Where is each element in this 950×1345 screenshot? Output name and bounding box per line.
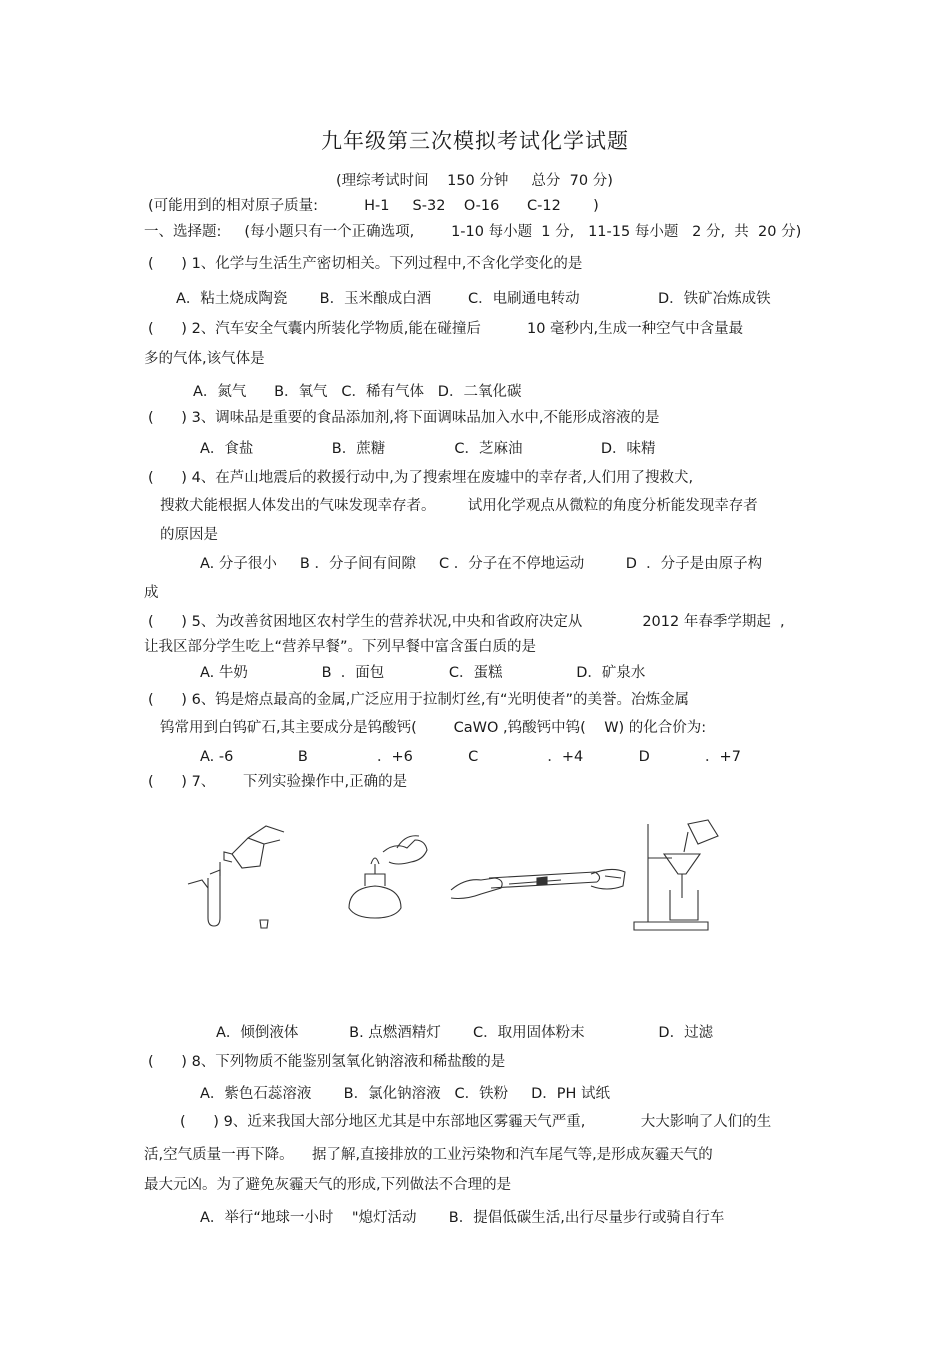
q7-stem: ( ) 7、 下列实验操作中,正确的是 <box>148 774 408 790</box>
q4-stem-line2: 搜救犬能根据人体发出的气味发现幸存者。 试用化学观点从微粒的角度分析能发现幸存者 <box>160 498 758 514</box>
figure-solid-powder <box>445 850 630 920</box>
q8-stem: ( ) 8、下列物质不能鉴别氢氧化钠溶液和稀盐酸的是 <box>148 1054 506 1070</box>
exam-info: (理综考试时间 150 分钟 总分 70 分) <box>336 173 613 189</box>
figure-alcohol-lamp <box>335 822 445 932</box>
q1-stem: ( ) 1、化学与生活生产密切相关。下列过程中,不含化学变化的是 <box>148 256 583 272</box>
figure-filtration <box>628 818 733 933</box>
q6-stem-line2: 钨常用到白钨矿石,其主要成分是钨酸钙( CaWO ,钨酸钙中钨( W) 的化合价为: <box>160 720 707 736</box>
q4-stem-line3: 的原因是 <box>160 527 218 543</box>
q2-stem-line2: 多的气体,该气体是 <box>144 351 265 367</box>
q9-options: A．举行“地球一小时 "熄灯活动 B．提倡低碳生活,出行尽量步行或骑自行车 <box>200 1210 725 1226</box>
q5-stem-line1: ( ) 5、为改善贫困地区农村学生的营养状况,中央和省政府决定从 2012 年春季学期起 , <box>148 614 785 630</box>
q6-options: A. -6 B ．+6 C ．+4 D ．+7 <box>200 749 741 765</box>
q9-stem-line2: 活,空气质量一再下降。 据了解,直接排放的工业污染物和汽车尾气等,是形成灰霾天气的 <box>144 1147 713 1163</box>
section-header: 一、选择题: (每小题只有一个正确选项, 1-10 每小题 1 分, 11-15 每小题 2 分, 共 20 分) <box>144 224 802 240</box>
q1-options: A．粘土烧成陶瓷 B．玉米酿成白酒 C．电刷通电转动 D．铁矿冶炼成铁 <box>176 291 771 307</box>
q6-stem-line1: ( ) 6、钨是熔点最高的金属,广泛应用于拉制灯丝,有“光明使者”的美誉。冶炼金属 <box>148 692 690 708</box>
q7-options: A．倾倒液体 B. 点燃酒精灯 C．取用固体粉末 D．过滤 <box>216 1025 714 1041</box>
page-title: 九年级第三次模拟考试化学试题 <box>321 129 629 153</box>
q4-options: A. 分子很小 B ．分子间有间隙 C ．分子在不停地运动 D ．分子是由原子构 <box>200 556 763 572</box>
q4-options-wrap: 成 <box>144 585 159 601</box>
q3-options: A．食盐 B．蔗糖 C．芝麻油 D．味精 <box>200 441 656 457</box>
q4-stem-line1: ( ) 4、在芦山地震后的救援行动中,为了搜索埋在废墟中的幸存者,人们用了搜救犬, <box>148 470 694 486</box>
q2-options: A．氮气 B．氧气 C．稀有气体 D．二氧化碳 <box>193 384 522 400</box>
q5-stem-line2: 让我区部分学生吃上“营养早餐”。下列早餐中富含蛋白质的是 <box>144 639 537 655</box>
atomic-mass-note: (可能用到的相对原子质量: H-1 S-32 O-16 C-12 ) <box>148 198 599 214</box>
q9-stem-line3: 最大元凶。为了避免灰霾天气的形成,下列做法不合理的是 <box>144 1177 512 1193</box>
q2-stem-line1: ( ) 2、汽车安全气囊内所装化学物质,能在碰撞后 10 毫秒内,生成一种空气中含量最 <box>148 321 744 337</box>
q3-stem: ( ) 3、调味品是重要的食品添加剂,将下面调味品加入水中,不能形成溶液的是 <box>148 410 660 426</box>
q8-options: A．紫色石蕊溶液 B．氯化钠溶液 C．铁粉 D．PH 试纸 <box>200 1086 611 1102</box>
q9-stem-line1: ( ) 9、近来我国大部分地区尤其是中东部地区雾霾天气严重, 大大影响了人们的生 <box>180 1114 772 1130</box>
q5-options: A. 牛奶 B ．面包 C．蛋糕 D．矿泉水 <box>200 665 646 681</box>
figure-pour-liquid <box>180 822 290 932</box>
